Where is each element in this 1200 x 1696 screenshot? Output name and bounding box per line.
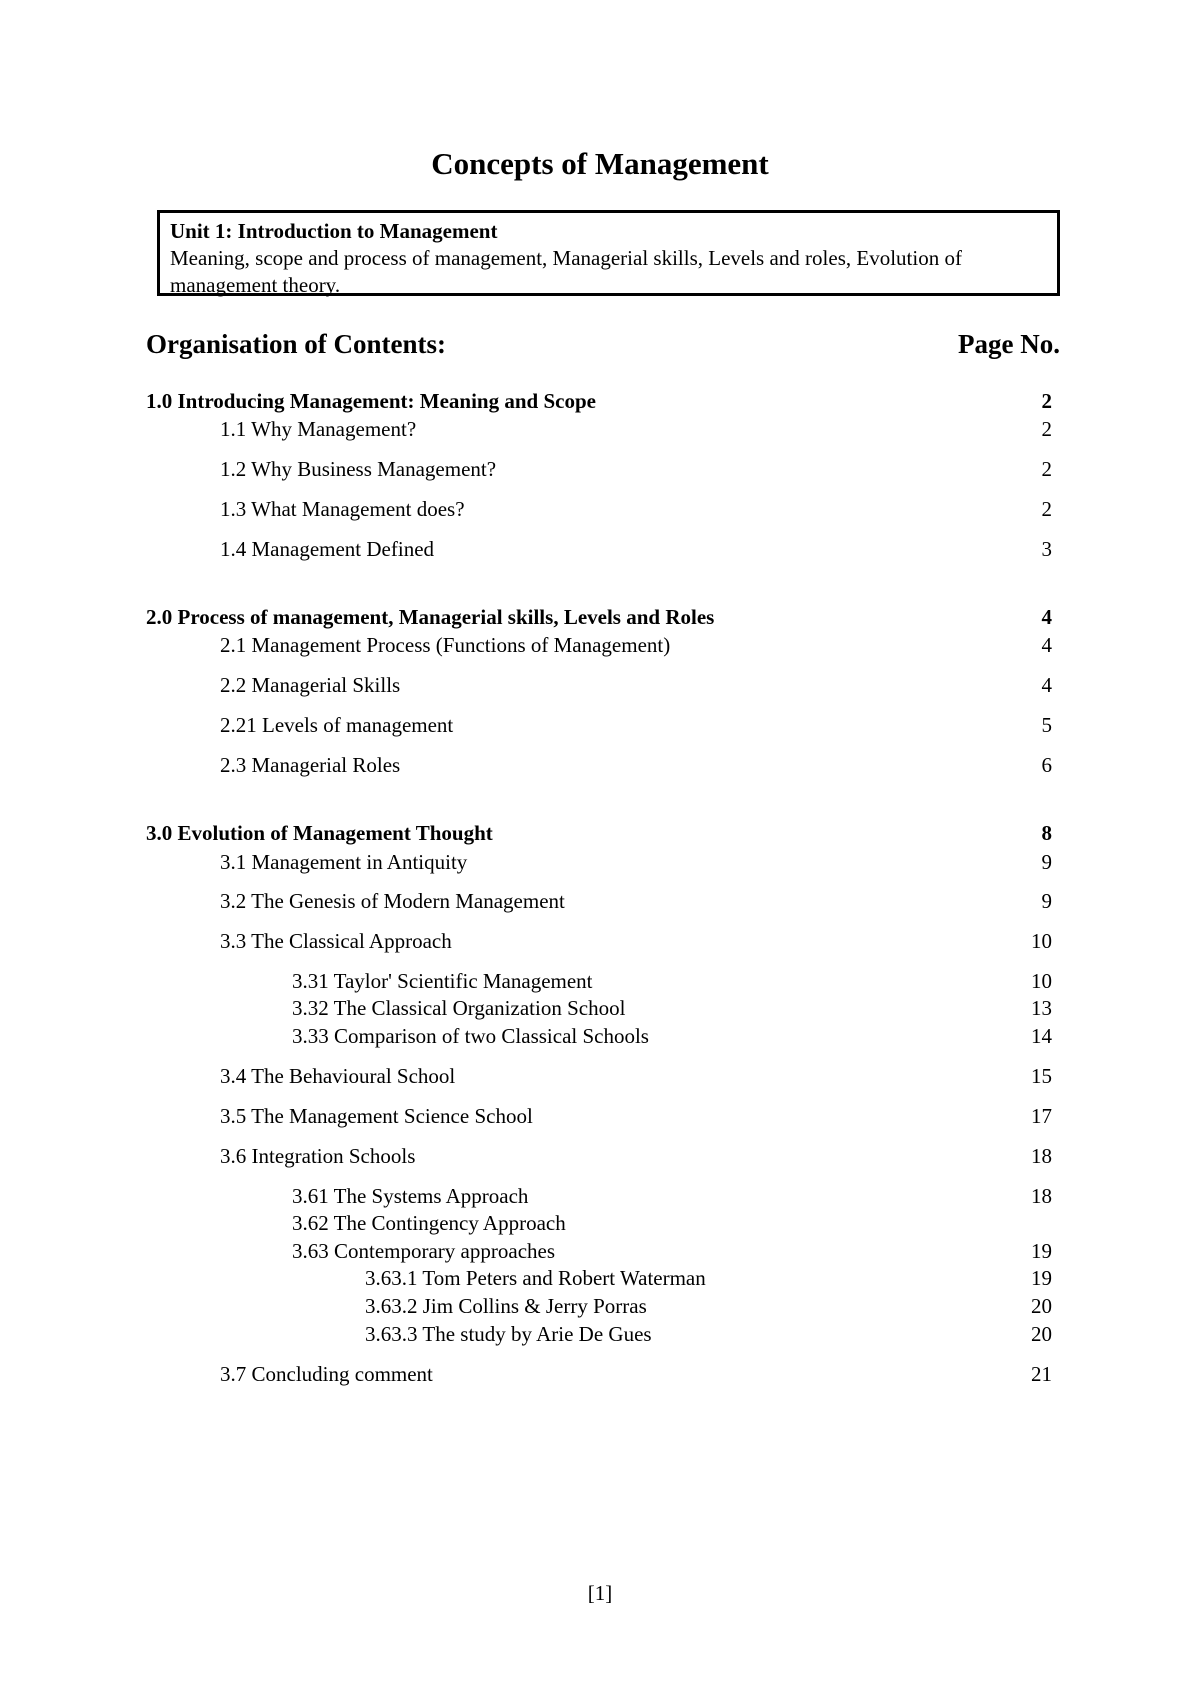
toc-entry	[146, 536, 1052, 562]
toc-entry	[146, 416, 1052, 442]
toc-subsubentry	[146, 1321, 1052, 1347]
toc-entry	[146, 888, 1052, 914]
toc-entry-text: 3.2 The Genesis of Modern Management	[220, 889, 565, 913]
toc-entry-page: 2	[1041, 497, 1052, 521]
toc-entry-text: 3.5 The Management Science School	[220, 1104, 533, 1128]
toc-subsubentry	[146, 1293, 1052, 1319]
toc-entry-page: 13	[1031, 996, 1052, 1020]
page-number: [1]	[587, 1581, 613, 1605]
toc-entry	[146, 1361, 1052, 1387]
toc-entry-page: 17	[1031, 1104, 1052, 1128]
toc-subentry	[146, 1210, 1052, 1236]
toc-entry	[146, 752, 1052, 778]
toc-entry	[146, 456, 1052, 482]
toc-entry-text: 1.0 Introducing Management: Meaning and Scope	[146, 389, 596, 413]
toc-entry-page: 6	[1041, 753, 1052, 777]
toc-entry-text: 3.31 Taylor' Scientific Management	[292, 969, 593, 993]
toc-entry-text: 3.6 Integration Schools	[220, 1144, 416, 1168]
toc-entry-text: 3.63.2 Jim Collins & Jerry Porras	[365, 1294, 647, 1318]
toc-entry-page: 4	[1041, 605, 1052, 629]
toc-section-heading	[146, 388, 1052, 414]
toc-entry-page: 18	[1031, 1144, 1052, 1168]
toc-entry	[146, 1143, 1052, 1169]
toc-entry-text: 2.3 Managerial Roles	[220, 753, 401, 777]
toc-entry-text: 1.2 Why Business Management?	[220, 457, 497, 481]
unit-heading: Unit 1: Introduction to Management	[170, 219, 498, 243]
toc-entry-page: 2	[1041, 417, 1052, 441]
toc-entry-page: 4	[1041, 673, 1052, 697]
toc-entry	[146, 1063, 1052, 1089]
toc-entry-text: 3.3 The Classical Approach	[220, 929, 452, 953]
toc-entry	[146, 1103, 1052, 1129]
toc-entry-text: 3.32 The Classical Organization School	[292, 996, 626, 1020]
toc-entry-text: 3.0 Evolution of Management Thought	[146, 821, 493, 845]
toc-heading: Organisation of Contents:	[146, 329, 447, 359]
toc-entry-page: 19	[1031, 1239, 1052, 1263]
toc-entry-page: 20	[1031, 1322, 1052, 1346]
toc-entry-text: 3.63 Contemporary approaches	[292, 1239, 556, 1263]
toc-entry-page: 2	[1041, 389, 1052, 413]
toc-entry-page: 9	[1041, 850, 1052, 874]
toc-entry-text: 3.63.1 Tom Peters and Robert Waterman	[365, 1266, 706, 1290]
toc-entry-text: 1.3 What Management does?	[220, 497, 465, 521]
toc-subentry	[146, 1238, 1052, 1264]
toc-entry-page: 9	[1041, 889, 1052, 913]
toc-entry-page: 15	[1031, 1064, 1052, 1088]
toc-entry	[146, 672, 1052, 698]
toc-entry-page: 5	[1041, 713, 1052, 737]
toc-entry-text: 2.2 Managerial Skills	[220, 673, 401, 697]
toc-entry-text: 3.4 The Behavioural School	[220, 1064, 456, 1088]
toc-entry-text: 1.1 Why Management?	[220, 417, 417, 441]
toc-entry-text: 2.21 Levels of management	[220, 713, 454, 737]
toc-subentry	[146, 995, 1052, 1021]
toc-subsubentry	[146, 1265, 1052, 1291]
toc-entry-page: 8	[1041, 821, 1052, 845]
unit-description: Meaning, scope and process of management, Managerial skills, Levels and roles, Evolution of management theory.	[170, 246, 962, 297]
toc-entry	[146, 928, 1052, 954]
toc-entry-page: 19	[1031, 1266, 1052, 1290]
toc-subentry	[146, 1183, 1052, 1209]
toc-entry-page: 10	[1031, 929, 1052, 953]
toc-entry-page: 3	[1041, 537, 1052, 561]
toc-entry-page: 18	[1031, 1184, 1052, 1208]
toc-entry-page: 21	[1031, 1362, 1052, 1386]
toc-entry-text: 2.1 Management Process (Functions of Management)	[220, 633, 671, 657]
toc-entry	[146, 712, 1052, 738]
toc-entry	[146, 849, 1052, 875]
page-title: Concepts of Management	[431, 146, 769, 181]
toc-entry-text: 3.33 Comparison of two Classical Schools	[292, 1024, 649, 1048]
toc-subentry	[146, 968, 1052, 994]
toc-page-heading: Page No.	[958, 329, 1060, 359]
toc-section-heading	[146, 604, 1052, 630]
toc-header	[146, 326, 1060, 362]
toc-entry	[146, 632, 1052, 658]
toc-entry-text: 3.1 Management in Antiquity	[220, 850, 468, 874]
toc-entry-page: 14	[1031, 1024, 1052, 1048]
toc-entry-text: 3.63.3 The study by Arie De Gues	[365, 1322, 652, 1346]
toc-entry-text: 3.62 The Contingency Approach	[292, 1211, 566, 1235]
unit-summary-box	[157, 210, 1060, 296]
toc-entry-page: 2	[1041, 457, 1052, 481]
toc-subentry	[146, 1023, 1052, 1049]
toc-entry-text: 3.7 Concluding comment	[220, 1362, 433, 1386]
toc-entry	[146, 496, 1052, 522]
toc-entry-page: 4	[1041, 633, 1052, 657]
toc-section-heading	[146, 820, 1052, 846]
toc-entry-page: 20	[1031, 1294, 1052, 1318]
toc-entry-text: 3.61 The Systems Approach	[292, 1184, 529, 1208]
toc-entry-text: 2.0 Process of management, Managerial skills, Levels and Roles	[146, 605, 715, 629]
toc-entry-text: 1.4 Management Defined	[220, 537, 435, 561]
toc-entry-page: 10	[1031, 969, 1052, 993]
